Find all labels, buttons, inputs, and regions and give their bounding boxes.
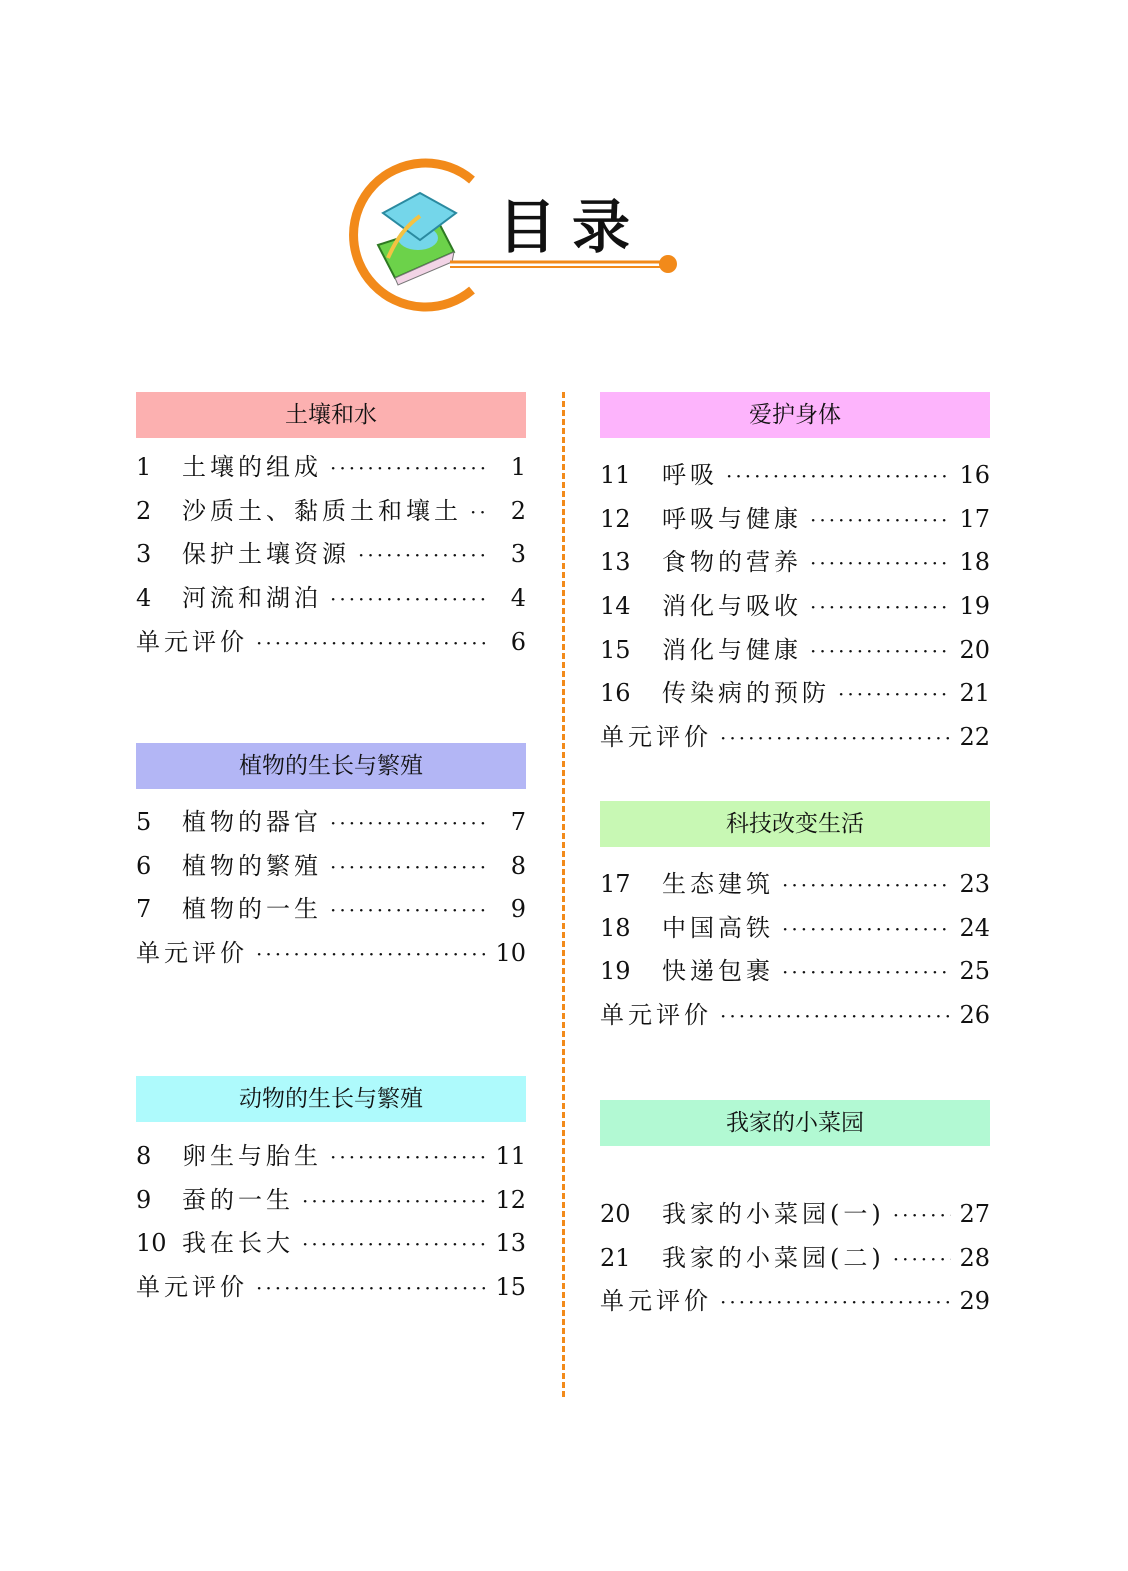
lesson-number: 12 (600, 504, 631, 533)
dot-leader (302, 1189, 487, 1213)
lesson-number: 7 (136, 895, 152, 924)
entry-title: 单元评价 (136, 1273, 248, 1302)
dot-leader (726, 464, 951, 488)
page-number: 18 (959, 548, 990, 577)
toc-entry-unit-review[interactable] (136, 1267, 526, 1311)
entry-title: 植物的一生 (182, 895, 322, 924)
entry-title: 生态建筑 (662, 870, 774, 898)
dot-leader (893, 1247, 952, 1271)
dot-leader (256, 1276, 487, 1300)
lesson-number: 6 (136, 851, 152, 880)
lesson-number: 4 (136, 584, 152, 613)
entry-title: 快递包裹 (662, 957, 774, 986)
dot-leader (720, 726, 951, 750)
entry-title: 消化与吸收 (662, 592, 802, 621)
page-number: 24 (959, 913, 990, 942)
entry-title: 我在长大 (182, 1229, 294, 1258)
entry-title: 呼吸与健康 (662, 504, 802, 533)
toc-entry[interactable] (136, 578, 526, 622)
page-number: 25 (959, 957, 990, 986)
toc-entry[interactable] (136, 491, 526, 535)
page-number: 2 (510, 496, 526, 525)
page-number: 27 (959, 1200, 990, 1228)
page-number: 16 (959, 461, 990, 489)
toc-entry[interactable] (600, 951, 990, 995)
dot-leader (470, 500, 490, 524)
page-number: 23 (959, 870, 990, 898)
dot-leader (330, 587, 490, 611)
entry-title: 我家的小菜园(一) (662, 1200, 885, 1228)
lesson-number: 17 (600, 870, 631, 898)
toc-entry[interactable] (600, 1194, 990, 1238)
lesson-number: 1 (136, 453, 152, 481)
toc-entry[interactable] (136, 534, 526, 578)
page-number: 21 (959, 679, 990, 708)
toc-entry[interactable] (136, 1180, 526, 1224)
page-number: 13 (495, 1229, 526, 1258)
dot-leader (838, 682, 951, 706)
page-number: 26 (959, 1001, 990, 1030)
page-number: 4 (510, 584, 526, 613)
entry-title: 单元评价 (136, 627, 248, 656)
entry-title: 保护土壤资源 (182, 540, 350, 569)
lesson-number: 3 (136, 540, 152, 569)
dot-leader (810, 639, 951, 663)
dot-leader (330, 898, 490, 922)
dot-leader (330, 811, 490, 835)
entry-title: 食物的营养 (662, 548, 802, 577)
dot-leader (330, 456, 490, 480)
lesson-number: 15 (600, 635, 631, 664)
entry-title: 植物的繁殖 (182, 851, 322, 880)
lesson-number: 2 (136, 496, 152, 525)
dot-leader (810, 595, 951, 619)
page-number: 19 (959, 592, 990, 621)
section-header: 土壤和水 (136, 392, 526, 438)
page-number: 10 (495, 939, 526, 968)
entry-title: 土壤的组成 (182, 453, 322, 481)
toc-entry-unit-review[interactable] (600, 995, 990, 1039)
page-number: 7 (510, 808, 526, 836)
toc-entry-unit-review[interactable] (600, 1281, 990, 1325)
page-number: 28 (959, 1243, 990, 1272)
page-number: 3 (510, 540, 526, 569)
page-number: 1 (510, 453, 526, 481)
toc-section (136, 743, 526, 977)
dot-leader (720, 1290, 951, 1314)
dot-leader (330, 855, 490, 879)
toc-entry[interactable] (136, 889, 526, 933)
toc-section (600, 1100, 990, 1325)
toc-entry[interactable] (600, 1238, 990, 1282)
toc-section (136, 1076, 526, 1311)
toc-entry[interactable] (600, 542, 990, 586)
dot-leader (256, 942, 487, 966)
toc-entry-unit-review[interactable] (136, 933, 526, 977)
toc-section (136, 392, 526, 665)
toc-entry[interactable] (136, 447, 526, 491)
column-divider (562, 392, 565, 1397)
toc-section (600, 392, 990, 761)
toc-section (600, 801, 990, 1039)
toc-entry-unit-review[interactable] (600, 717, 990, 761)
dot-leader (782, 873, 951, 897)
toc-entry[interactable] (600, 499, 990, 543)
entry-title: 植物的器官 (182, 808, 322, 836)
section-header: 我家的小菜园 (600, 1100, 990, 1146)
section-header: 科技改变生活 (600, 801, 990, 847)
dot-leader (330, 1145, 487, 1169)
dot-leader (810, 551, 951, 575)
lesson-number: 13 (600, 548, 631, 577)
toc-entry[interactable] (600, 630, 990, 674)
entry-title: 呼吸 (662, 461, 718, 489)
dot-leader (302, 1232, 487, 1256)
page-number: 8 (510, 851, 526, 880)
entry-title: 单元评价 (136, 939, 248, 968)
dot-leader (893, 1203, 952, 1227)
lesson-number: 10 (136, 1229, 167, 1258)
entry-title: 传染病的预防 (662, 679, 830, 708)
page-number: 12 (495, 1185, 526, 1214)
toc-entry[interactable] (136, 1136, 526, 1180)
lesson-number: 19 (600, 957, 631, 986)
page-number: 15 (495, 1273, 526, 1302)
page-number: 22 (959, 723, 990, 752)
page-number: 11 (495, 1142, 526, 1170)
entry-title: 单元评价 (600, 1001, 712, 1030)
toc-entry[interactable] (600, 586, 990, 630)
lesson-number: 8 (136, 1142, 152, 1170)
toc-entry[interactable] (136, 846, 526, 890)
entry-title: 卵生与胎生 (182, 1142, 322, 1170)
page-title: 目录 (498, 193, 647, 261)
toc-entry[interactable] (136, 1223, 526, 1267)
page-number: 29 (959, 1287, 990, 1316)
dot-leader (256, 631, 490, 655)
toc-entry[interactable] (600, 864, 990, 908)
entry-title: 中国高铁 (662, 913, 774, 942)
entry-title: 单元评价 (600, 1287, 712, 1316)
dot-leader (358, 543, 490, 567)
lesson-number: 20 (600, 1200, 631, 1228)
lesson-number: 5 (136, 808, 152, 836)
lesson-number: 11 (600, 461, 631, 489)
page-number: 20 (959, 635, 990, 664)
lesson-number: 14 (600, 592, 631, 621)
section-header: 动物的生长与繁殖 (136, 1076, 526, 1122)
page-number: 6 (510, 627, 526, 656)
dot-leader (810, 508, 951, 532)
toc-entry[interactable] (600, 908, 990, 952)
dot-leader (782, 917, 951, 941)
lesson-number: 16 (600, 679, 631, 708)
page-number: 17 (959, 504, 990, 533)
toc-entry[interactable] (136, 802, 526, 846)
entry-title: 沙质土、黏质土和壤土 (182, 496, 462, 525)
toc-entry-unit-review[interactable] (136, 622, 526, 666)
lesson-number: 9 (136, 1185, 152, 1214)
lesson-number: 21 (600, 1243, 631, 1272)
dot-leader (720, 1004, 951, 1028)
section-header: 植物的生长与繁殖 (136, 743, 526, 789)
dot-leader (782, 960, 951, 984)
entry-title: 单元评价 (600, 723, 712, 752)
entry-title: 消化与健康 (662, 635, 802, 664)
toc-entry[interactable] (600, 673, 990, 717)
entry-title: 蚕的一生 (182, 1185, 294, 1214)
toc-entry[interactable] (600, 455, 990, 499)
entry-title: 我家的小菜园(二) (662, 1243, 885, 1272)
lesson-number: 18 (600, 913, 631, 942)
page-number: 9 (510, 895, 526, 924)
entry-title: 河流和湖泊 (182, 584, 322, 613)
section-header: 爱护身体 (600, 392, 990, 438)
